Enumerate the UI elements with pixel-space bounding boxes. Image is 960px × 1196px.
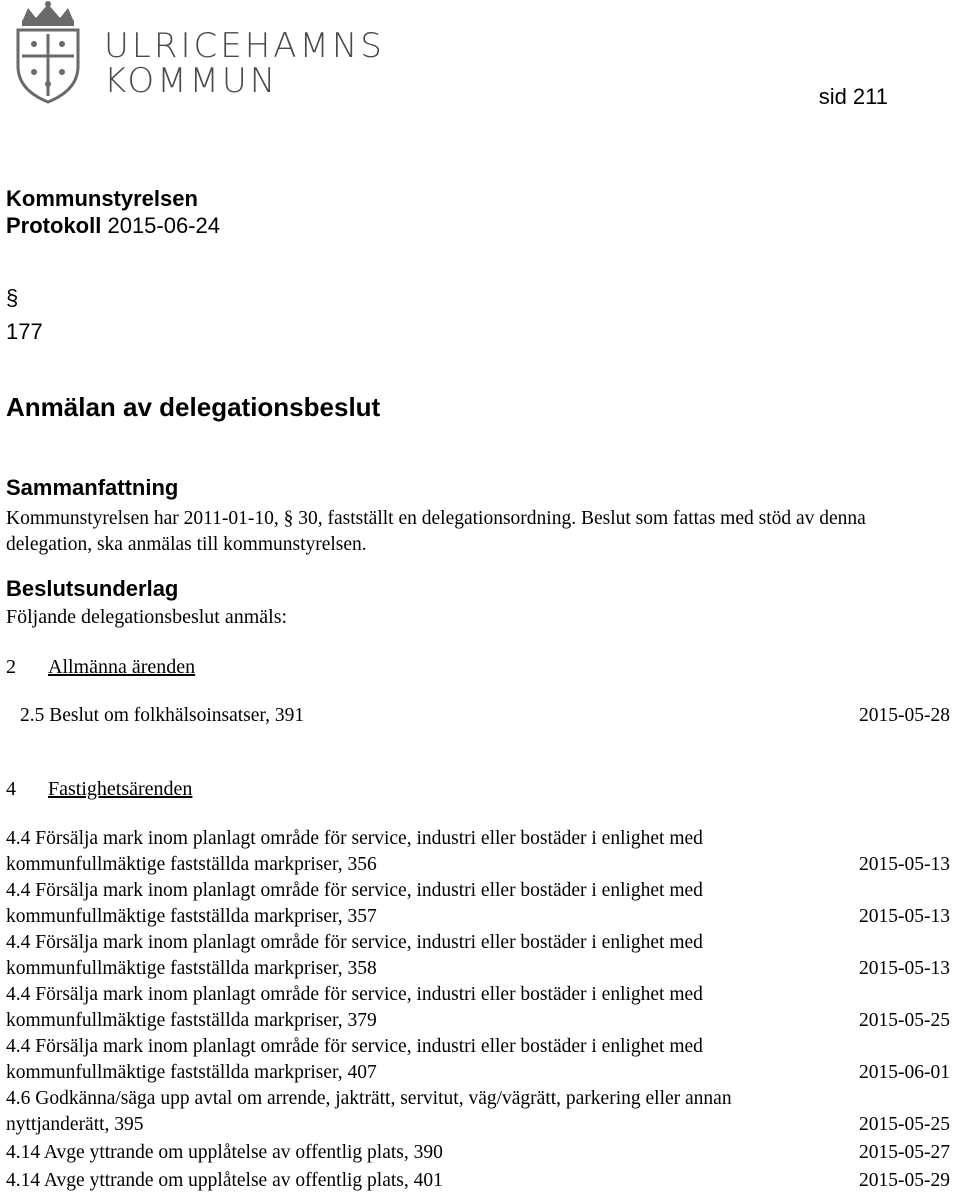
- list-item: [6, 878, 950, 930]
- paragraph-sign: §: [6, 285, 19, 310]
- org-name: Kommunstyrelsen: [6, 186, 198, 211]
- summary-heading: Sammanfattning: [6, 475, 179, 500]
- entry-text: 4.6 Godkänna/säga upp avtal om arrende, jakträtt, servitut, väg/vägrätt, parkering eller annan nyttjanderätt, 395: [6, 1088, 732, 1135]
- list-item: [6, 1034, 950, 1086]
- entry-text: 4.14 Avge yttrande om upplåtelse av offentlig plats, 390: [6, 1142, 443, 1163]
- logo-line-2: KOMMUN: [104, 61, 279, 101]
- entry-date: 2015-05-25: [859, 1114, 950, 1135]
- entry-date: 2015-05-25: [859, 1010, 950, 1031]
- entry-text: 4.4 Försälja mark inom planlagt område för service, industri eller bostäder i enlighet med kommunfullmäktige fastställda markpriser, 407: [6, 1036, 703, 1083]
- list-item: [6, 1086, 950, 1138]
- municipality-logo: [0, 0, 385, 110]
- entry-text: 2.5 Beslut om folkhälsoinsatser, 391: [20, 705, 305, 726]
- section-number: 4: [6, 778, 16, 800]
- list-item: [6, 930, 950, 982]
- list-item: [6, 1168, 950, 1194]
- list-item: [6, 1140, 950, 1166]
- entry-text: 4.4 Försälja mark inom planlagt område för service, industri eller bostäder i enlighet med kommunfullmäktige fastställda markpriser, 358: [6, 932, 703, 979]
- list-item: [6, 982, 950, 1034]
- entry-text: 4.4 Försälja mark inom planlagt område för service, industri eller bostäder i enlighet med kommunfullmäktige fastställda markpriser, 379: [6, 984, 703, 1031]
- entry-date: 2015-05-13: [859, 906, 950, 927]
- list-item: [6, 826, 950, 878]
- paragraph-value: 177: [6, 319, 43, 344]
- protocol-line: [6, 213, 220, 239]
- entry-date: 2015-05-13: [859, 958, 950, 979]
- section-heading: [6, 778, 192, 801]
- entry-date: 2015-05-27: [859, 1142, 950, 1163]
- paragraph-number: [6, 285, 43, 345]
- basis-heading: Beslutsunderlag: [6, 576, 179, 601]
- logo-line-1: ULRICEHAMNS: [104, 26, 385, 66]
- entry-date: 2015-05-13: [859, 854, 950, 875]
- entry-text: 4.14 Avge yttrande om upplåtelse av offentlig plats, 401: [6, 1170, 443, 1191]
- entry-date: 2015-05-28: [859, 705, 950, 726]
- page-number: sid 211: [818, 84, 888, 109]
- summary-text: Kommunstyrelsen har 2011-01-10, § 30, fastställt en delegationsordning. Beslut som fattas med stöd av denna delegation, ska anmälas till kommunstyrelsen.: [6, 508, 866, 555]
- section-heading: [6, 656, 195, 679]
- section-label: Fastighetsärenden: [48, 778, 193, 800]
- list-item: [20, 703, 950, 729]
- section-label: Allmänna ärenden: [48, 656, 196, 678]
- page-title: Anmälan av delegationsbeslut: [6, 392, 381, 422]
- entry-text: 4.4 Försälja mark inom planlagt område för service, industri eller bostäder i enlighet med kommunfullmäktige fastställda markpriser, 357: [6, 880, 703, 927]
- basis-intro: Följande delegationsbeslut anmäls:: [6, 606, 288, 628]
- coat-of-arms-icon: [0, 0, 96, 106]
- protocol-label: Protokoll: [6, 213, 102, 238]
- entry-text: 4.4 Försälja mark inom planlagt område för service, industri eller bostäder i enlighet med kommunfullmäktige fastställda markpriser, 356: [6, 828, 703, 875]
- entry-date: 2015-06-01: [859, 1062, 950, 1083]
- section-number: 2: [6, 656, 16, 678]
- protocol-date: 2015-06-24: [107, 213, 221, 238]
- entry-date: 2015-05-29: [859, 1170, 950, 1191]
